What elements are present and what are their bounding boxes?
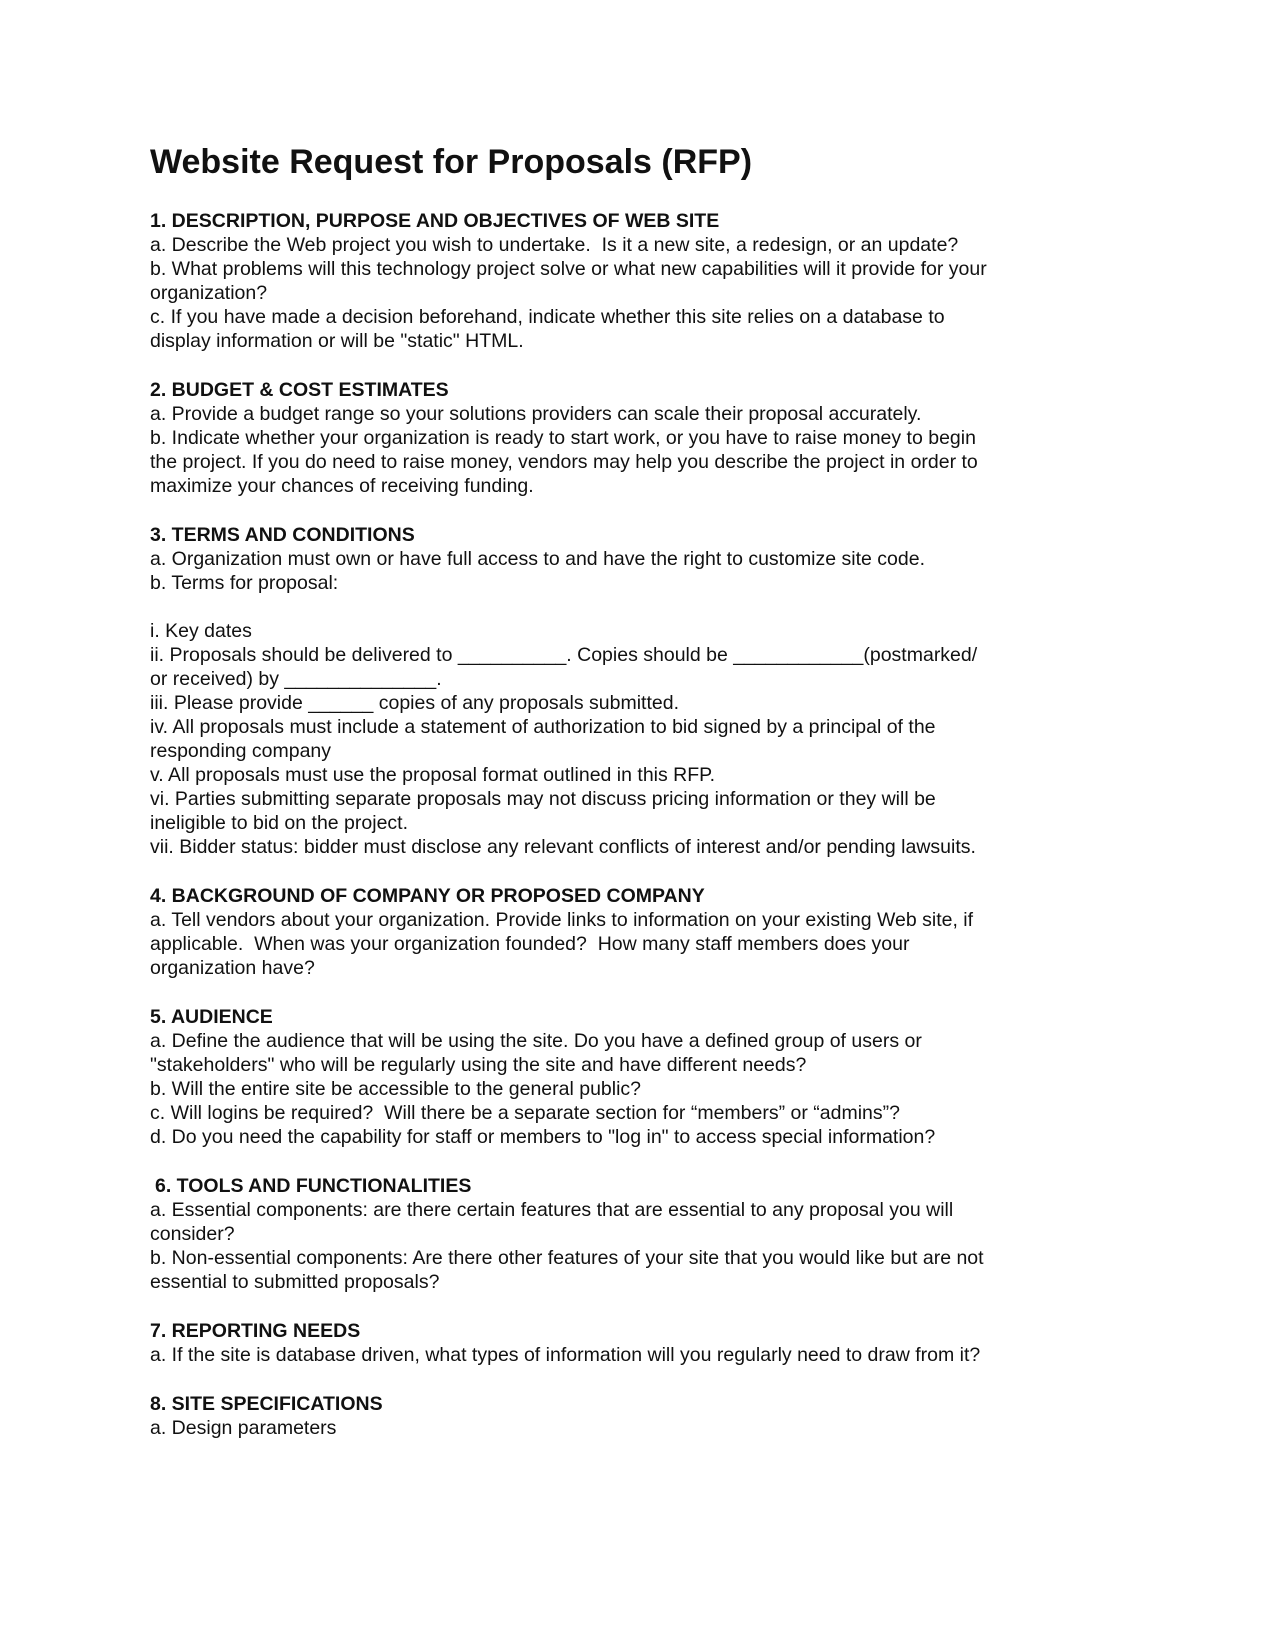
section-line: the project. If you do need to raise money, vendors may help you describe the project in order to	[150, 451, 978, 473]
section-line: a. Define the audience that will be using the site. Do you have a defined group of users or	[150, 1030, 922, 1052]
section-line: c. If you have made a decision beforehand, indicate whether this site relies on a database to	[150, 306, 945, 328]
blank-line	[150, 595, 1150, 619]
section-line: a. Essential components: are there certain features that are essential to any proposal you will	[150, 1199, 954, 1221]
terms-item: iv. All proposals must include a statement of authorization to bid signed by a principal of the	[150, 716, 936, 738]
section-line: applicable. When was your organization founded? How many staff members does your	[150, 933, 910, 955]
section-line: a. If the site is database driven, what types of information will you regularly need to draw from it?	[150, 1344, 981, 1366]
section-heading: 2. BUDGET & COST ESTIMATES	[150, 379, 449, 401]
section-heading: 7. REPORTING NEEDS	[150, 1320, 361, 1342]
section-line: b. Will the entire site be accessible to the general public?	[150, 1078, 642, 1100]
section-reporting	[150, 1319, 1150, 1367]
section-tools	[150, 1174, 1150, 1294]
section-terms	[150, 523, 1150, 859]
document-page	[150, 140, 1150, 1465]
section-line: b. Non-essential components: Are there other features of your site that you would like but are not	[150, 1247, 984, 1269]
terms-item: iii. Please provide ______ copies of any proposals submitted.	[150, 692, 679, 714]
section-line: "stakeholders" who will be regularly using the site and have different needs?	[150, 1054, 807, 1076]
section-line: b. What problems will this technology project solve or what new capabilities will it provide for your	[150, 258, 987, 280]
section-heading: 8. SITE SPECIFICATIONS	[150, 1393, 383, 1415]
section-description	[150, 209, 1150, 353]
document-title: Website Request for Proposals (RFP)	[150, 143, 753, 181]
section-line: maximize your chances of receiving funding.	[150, 475, 534, 497]
terms-item: ineligible to bid on the project.	[150, 812, 409, 834]
section-heading: 4. BACKGROUND OF COMPANY OR PROPOSED COMPANY	[150, 885, 705, 907]
section-specifications	[150, 1392, 1150, 1440]
section-line: organization have?	[150, 957, 315, 979]
terms-item: vii. Bidder status: bidder must disclose any relevant conflicts of interest and/or pending lawsuits.	[150, 836, 976, 858]
section-line: b. Indicate whether your organization is ready to start work, or you have to raise money to begin	[150, 427, 976, 449]
terms-item: i. Key dates	[150, 620, 252, 642]
section-heading: 5. AUDIENCE	[150, 1006, 273, 1028]
section-heading: 3. TERMS AND CONDITIONS	[150, 524, 415, 546]
section-line: consider?	[150, 1223, 235, 1245]
section-heading: 1. DESCRIPTION, PURPOSE AND OBJECTIVES OF WEB SITE	[150, 210, 720, 232]
section-line: a. Organization must own or have full access to and have the right to customize site code.	[150, 548, 925, 570]
section-line: d. Do you need the capability for staff or members to "log in" to access special information?	[150, 1126, 936, 1148]
section-line: a. Describe the Web project you wish to undertake. Is it a new site, a redesign, or an update?	[150, 234, 959, 256]
section-budget	[150, 378, 1150, 498]
section-line: essential to submitted proposals?	[150, 1271, 440, 1293]
terms-item: v. All proposals must use the proposal format outlined in this RFP.	[150, 764, 716, 786]
section-background	[150, 884, 1150, 980]
terms-item: or received) by ______________.	[150, 668, 442, 690]
section-line: a. Design parameters	[150, 1417, 337, 1439]
section-audience	[150, 1005, 1150, 1149]
section-line: c. Will logins be required? Will there be a separate section for “members” or “admins”?	[150, 1102, 900, 1124]
section-line: a. Provide a budget range so your solutions providers can scale their proposal accurately.	[150, 403, 922, 425]
section-heading: 6. TOOLS AND FUNCTIONALITIES	[155, 1175, 472, 1197]
section-line: b. Terms for proposal:	[150, 572, 339, 594]
terms-item: responding company	[150, 740, 332, 762]
section-line: organization?	[150, 282, 268, 304]
section-line: a. Tell vendors about your organization. Provide links to information on your existing Web site, if	[150, 909, 974, 931]
section-line: display information or will be "static" HTML.	[150, 330, 524, 352]
terms-item: vi. Parties submitting separate proposals may not discuss pricing information or they will be	[150, 788, 936, 810]
terms-item: ii. Proposals should be delivered to __________. Copies should be ____________(postmarked/	[150, 644, 978, 666]
